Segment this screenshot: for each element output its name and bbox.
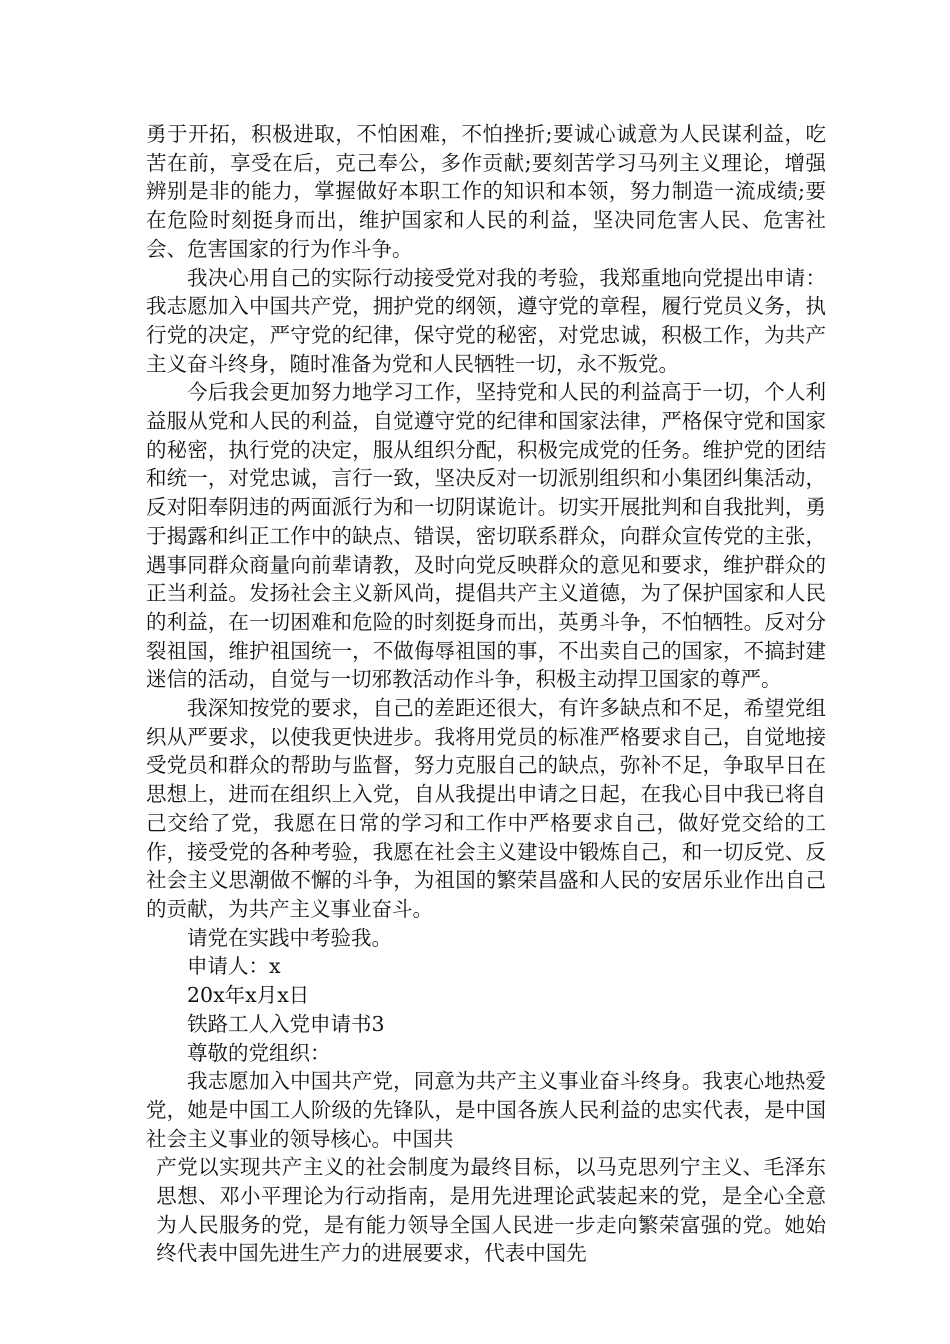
closing-line: 请党在实践中考验我。	[187, 925, 392, 950]
section-title: 铁路工人入党申请书3	[187, 1011, 385, 1036]
salutation: 尊敬的党组织：	[187, 1040, 331, 1065]
paragraph-future-commitment: 今后我会更加努力地学习工作，坚持党和人民的利益高于一切，个人利益服从党和人民的利益，自觉遵守党的纪律和国家法律，严格保守党和国家的秘密，执行党的决定，服从组织分配，积极完成党的任务。维护党的团结和统一，对党忠诚，言行一致，坚决反对一切派别组织和小集团纠集活动，反对阳奉阴违的两面派行为和一切阴谋诡计。切实开展批判和自我批判，勇于揭露和纠正工作中的缺点、错误，密切联系群众，向群众宣传党的主张，遇事同群众商量向前辈请教，及时向党反映群众的意见和要求，维护群众的正当利益。发扬社会主义新风尚，提倡共产主义道德，为了保护国家和人民的利益，在一切困难和危险的时刻挺身而出，英勇斗争，不怕牺牲。反对分裂祖国，维护祖国统一，不做侮辱祖国的事，不出卖自己的国家，不搞封建迷信的活动，自觉与一切邪教活动作斗争，积极主动捍卫国家的尊严。	[146, 380, 826, 692]
paragraph-intro: 我志愿加入中国共产党，同意为共产主义事业奋斗终身。我衷心地热爱党，她是中国工人阶级的先锋队，是中国各族人民利益的忠实代表，是中国社会主义事业的领导核心。中国共	[146, 1069, 826, 1151]
document-body	[146, 120, 826, 1268]
paragraph-party-description: 产党以实现共产主义的社会制度为最终目标，以马克思列宁主义、毛泽东思想、邓小平理论为行动指南，是用先进理论武装起来的党，是全心全意为人民服务的党，是有能力领导全国人民进一步走向繁荣富强的党。她始终代表中国先进生产力的进展要求，代表中国先	[156, 1155, 826, 1266]
date-line: 20x年x月x日	[187, 983, 310, 1008]
paragraph-self-awareness: 我深知按党的要求，自己的差距还很大，有许多缺点和不足，希望党组织从严要求，以使我更快进步。我将用党员的标准严格要求自己，自觉地接受党员和群众的帮助与监督，努力克服自己的缺点，弥补不足，争取早日在思想上，进而在组织上入党，自从我提出申请之日起，在我心目中我已将自己交给了党，我愿在日常的学习和工作中严格要求自己，做好党交给的工作，接受党的各种考验，我愿在社会主义建设中锻炼自己，和一切反党、反社会主义思潮做不懈的斗争，为祖国的繁荣昌盛和人民的安居乐业作出自己的贡献，为共产主义事业奋斗。	[146, 696, 826, 921]
applicant-line: 申请人：x	[187, 954, 281, 979]
paragraph-application: 我决心用自己的实际行动接受党对我的考验，我郑重地向党提出申请：我志愿加入中国共产党，拥护党的纲领，遵守党的章程，履行党员义务，执行党的决定，严守党的纪律，保守党的秘密，对党忠诚，积极工作，为共产主义奋斗终身，随时准备为党和人民牺牲一切，永不叛党。	[146, 265, 826, 376]
paragraph-continued: 勇于开拓，积极进取，不怕困难，不怕挫折;要诚心诚意为人民谋利益，吃苦在前，享受在后，克己奉公，多作贡献;要刻苦学习马列主义理论，增强辨别是非的能力，掌握做好本职工作的知识和本领，努力制造一流成绩;要在危险时刻挺身而出，维护国家和人民的利益，坚决同危害人民、危害社会、危害国家的行为作斗争。	[146, 122, 826, 261]
